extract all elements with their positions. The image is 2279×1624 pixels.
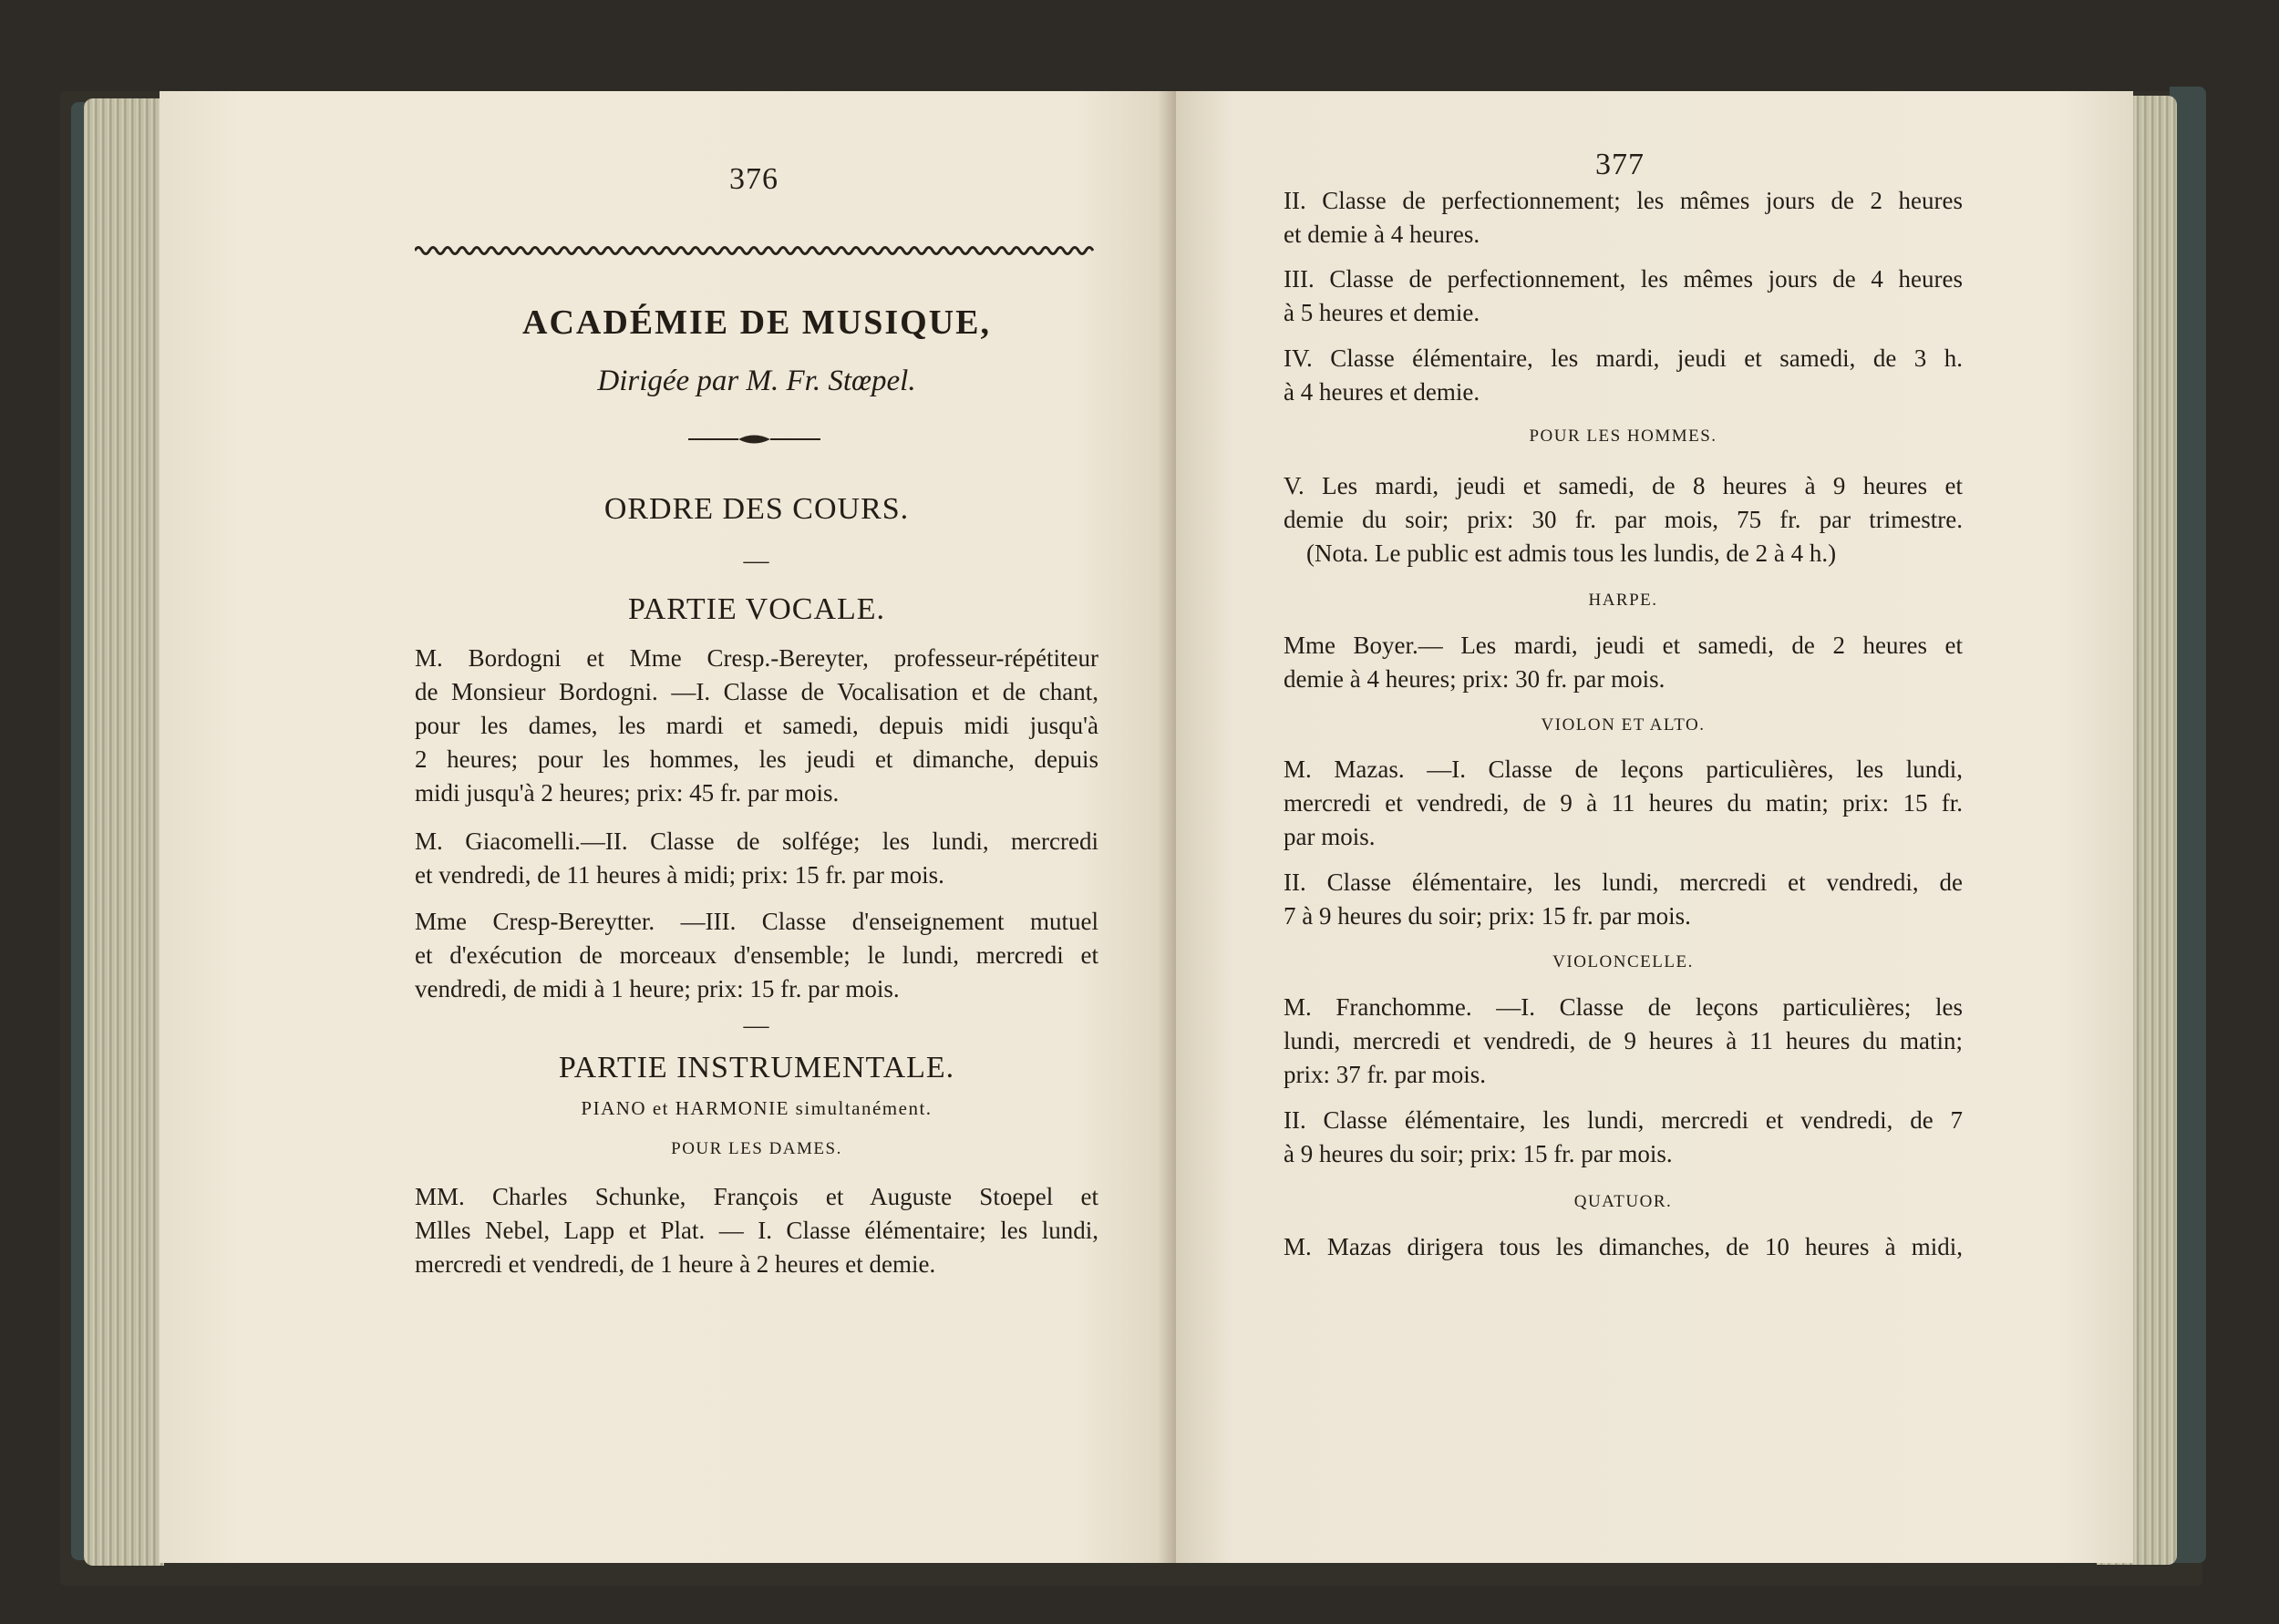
page-number: 377 [1595, 148, 1645, 181]
instrumental-heading: PARTIE INSTRUMENTALE. [558, 1051, 955, 1084]
text-line: III. Classe de perfectionnement, les mêmes jours de 4 heures [1284, 265, 1963, 293]
dash-divider: — [743, 1012, 770, 1040]
text-line: et vendredi, de 11 heures à midi; prix: 15 fr. par mois. [415, 861, 944, 889]
violoncelle-heading: VIOLONCELLE. [1552, 952, 1694, 971]
text-line: M. Franchomme. —I. Classe de leçons particulières; les [1284, 993, 1963, 1021]
text-line: et d'exécution de morceaux d'ensemble; le lundi, mercredi et [415, 941, 1098, 969]
text-line: M. Giacomelli.—II. Classe de solfége; les lundi, mercredi [415, 827, 1098, 855]
text-line: II. Classe élémentaire, les lundi, mercredi et vendredi, de [1284, 869, 1963, 896]
text-line: à 9 heures du soir; prix: 15 fr. par mois. [1284, 1140, 1673, 1167]
wavy-rule [415, 244, 1094, 257]
text-line: mercredi et vendredi, de 1 heure à 2 heures et demie. [415, 1250, 936, 1278]
harpe-heading: HARPE. [1588, 591, 1658, 610]
text-line: Mlles Nebel, Lapp et Plat. — I. Classe élémentaire; les lundi, [415, 1217, 1098, 1244]
subtitle: Dirigée par M. Fr. Stœpel. [597, 365, 916, 397]
text-line: demie du soir; prix: 30 fr. par mois, 75 fr. par trimestre. [1284, 506, 1963, 533]
left-page [160, 91, 1176, 1563]
violon-heading: VIOLON ET ALTO. [1541, 715, 1706, 735]
text-line: 2 heures; pour les hommes, les jeudi et dimanche, depuis [415, 745, 1098, 773]
text-line: mercredi et vendredi, de 9 à 11 heures du matin; prix: 15 fr. [1284, 789, 1963, 817]
text-line: MM. Charles Schunke, François et Auguste Stoepel et [415, 1183, 1098, 1210]
dash-divider: — [743, 547, 770, 575]
quatuor-heading: QUATUOR. [1573, 1192, 1673, 1211]
text-line: lundi, mercredi et vendredi, de 9 heures à 11 heures du matin; [1284, 1027, 1963, 1054]
text-line: prix: 37 fr. par mois. [1284, 1061, 1486, 1088]
text-line: de Monsieur Bordogni. —I. Classe de Vocalisation et de chant, [415, 678, 1098, 705]
text-line: M. Mazas. —I. Classe de leçons particulières, les lundi, [1284, 755, 1963, 783]
text-line: II. Classe de perfectionnement; les mêmes jours de 2 heures [1284, 187, 1963, 214]
text-line: demie à 4 heures; prix: 30 fr. par mois. [1284, 665, 1665, 693]
text-line: à 4 heures et demie. [1284, 378, 1480, 406]
text-line: V. Les mardi, jeudi et samedi, de 8 heures à 9 heures et [1284, 472, 1963, 499]
page-title: ACADÉMIE DE MUSIQUE, [522, 303, 991, 342]
text-line: et demie à 4 heures. [1284, 221, 1480, 248]
text-line: Mme Boyer.— Les mardi, jeudi et samedi, de 2 heures et [1284, 632, 1963, 659]
nota-line: (Nota. Le public est admis tous les lundis, de 2 à 4 h.) [1306, 540, 1837, 567]
hommes-heading: POUR LES HOMMES. [1529, 427, 1717, 446]
text-line: Mme Cresp-Bereytter. —III. Classe d'enseignement mutuel [415, 908, 1098, 935]
section-title: ORDRE DES COURS. [603, 492, 910, 526]
ornament-divider [688, 433, 820, 446]
text-line: par mois. [1284, 823, 1376, 850]
right-page [1176, 91, 2133, 1563]
text-line: II. Classe élémentaire, les lundi, mercredi et vendredi, de 7 [1284, 1106, 1963, 1134]
text-line: M. Bordogni et Mme Cresp.-Bereyter, professeur-répétiteur [415, 644, 1098, 672]
text-line: pour les dames, les mardi et samedi, depuis midi jusqu'à [415, 712, 1098, 739]
vocal-heading: PARTIE VOCALE. [627, 592, 886, 626]
page-edges-left [84, 98, 164, 1566]
text-line: vendredi, de midi à 1 heure; prix: 15 fr. par mois. [415, 975, 900, 1002]
page-number: 376 [729, 162, 779, 196]
text-line: IV. Classe élémentaire, les mardi, jeudi et samedi, de 3 h. [1284, 344, 1963, 372]
text-line: à 5 heures et demie. [1284, 299, 1480, 326]
dames-heading: POUR LES DAMES. [671, 1139, 842, 1158]
piano-heading: PIANO et HARMONIE simultanément. [581, 1097, 933, 1119]
text-line: M. Mazas dirigera tous les dimanches, de 10 heures à midi, [1284, 1233, 1963, 1260]
text-line: 7 à 9 heures du soir; prix: 15 fr. par mois. [1284, 902, 1691, 930]
text-line: midi jusqu'à 2 heures; prix: 45 fr. par mois. [415, 779, 840, 807]
